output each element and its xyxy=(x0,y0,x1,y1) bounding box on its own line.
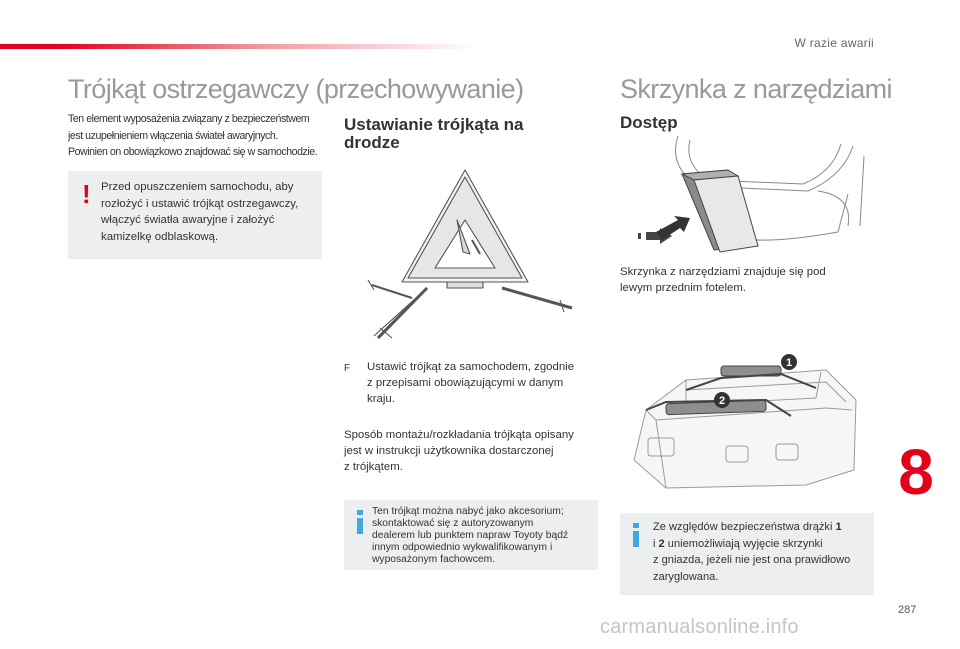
bullet-icon: F xyxy=(344,363,351,374)
rods-line-4: zaryglowana. xyxy=(653,570,719,583)
access-line: lewym przednim fotelem. xyxy=(620,282,746,294)
callout-1: 1 xyxy=(785,357,793,369)
rod-number: 1 xyxy=(835,521,842,533)
text: i xyxy=(653,537,659,550)
page-number: 287 xyxy=(898,604,917,616)
rods-line-1 xyxy=(653,519,850,536)
warning-text xyxy=(101,179,298,245)
watermark: carmanualsonline.info xyxy=(600,616,799,638)
warning-box xyxy=(68,171,322,259)
intro-text xyxy=(68,111,317,161)
warning-icon: ! xyxy=(82,179,91,209)
info-icon xyxy=(628,523,644,547)
toolbox-title: Skrzynka z narzędziami xyxy=(620,74,892,104)
warning-line: włączyć światła awaryjne i założyć xyxy=(101,214,275,226)
paragraph-line: Sposób montażu/rozkładania trójkąta opisany xyxy=(344,429,574,441)
warning-triangle-illustration xyxy=(352,162,582,347)
bullet-item xyxy=(344,359,607,407)
top-accent-bar xyxy=(0,44,480,49)
info-line: dealerem lub punktem napraw Toyoty bądź xyxy=(372,530,569,541)
paragraph-line: z trójkątem. xyxy=(344,461,403,473)
info-line: wyposażonym fachowcem. xyxy=(372,554,496,565)
toolbox-illustration xyxy=(626,350,866,495)
info-line: Ten trójkąt można nabyć jako akcesorium; xyxy=(372,506,564,517)
seat-toolbox-illustration xyxy=(638,136,868,258)
heading-line: drodze xyxy=(344,133,400,152)
access-heading: Dostęp xyxy=(620,113,678,132)
rods-line-3: z gniazda, jeżeli nie jest ona prawidłowo xyxy=(653,554,851,566)
text: Ze względów bezpieczeństwa drążki xyxy=(653,521,836,533)
info-box-rods xyxy=(620,513,874,595)
intro-line: jest uzupełnieniem włączenia świateł awaryjnych. xyxy=(68,129,278,142)
paragraph-line: jest w instrukcji użytkownika dostarczonej xyxy=(344,445,554,457)
warning-line: rozłożyć i ustawić trójkąt ostrzegawczy, xyxy=(101,197,299,210)
bullet-line: Ustawić trójkąt za samochodem, zgodnie xyxy=(367,361,575,373)
info-box-accessory xyxy=(344,500,598,570)
intro-line: Powinien on obowiązkowo znajdować się w samochodzie. xyxy=(68,146,318,158)
info-line: skontaktować się z autoryzowanym xyxy=(372,518,534,529)
bullet-line: z przepisami obowiązującymi w danym xyxy=(367,377,564,389)
rods-line-2 xyxy=(653,536,850,553)
bullet-line: kraju. xyxy=(367,393,395,405)
info-text xyxy=(372,506,568,566)
page-title: Trójkąt ostrzegawczy (przechowywanie) xyxy=(68,74,524,104)
section-label: W razie awarii xyxy=(794,36,874,50)
callout-2: 2 xyxy=(718,395,726,407)
heading-line: Ustawianie trójkąta na xyxy=(344,115,524,134)
info-line: innym odpowiednio wykwalifikowanym i xyxy=(372,542,553,553)
intro-line: Ten element wyposażenia związany z bezpieczeństwem xyxy=(68,113,310,125)
rod-number: 2 xyxy=(658,537,665,550)
assembly-paragraph xyxy=(344,427,574,475)
access-text xyxy=(620,264,826,296)
warning-line: kamizelkę odblaskową. xyxy=(101,230,219,243)
access-line: Skrzynka z narzędziami znajduje się pod xyxy=(620,266,826,278)
warning-line: Przed opuszczeniem samochodu, aby xyxy=(101,181,294,193)
text: uniemożliwiają wyjęcie skrzynki xyxy=(664,537,823,550)
chapter-number: 8 xyxy=(898,436,934,508)
info-icon xyxy=(352,510,368,534)
triangle-heading xyxy=(344,116,524,152)
rods-info-text xyxy=(653,519,850,585)
